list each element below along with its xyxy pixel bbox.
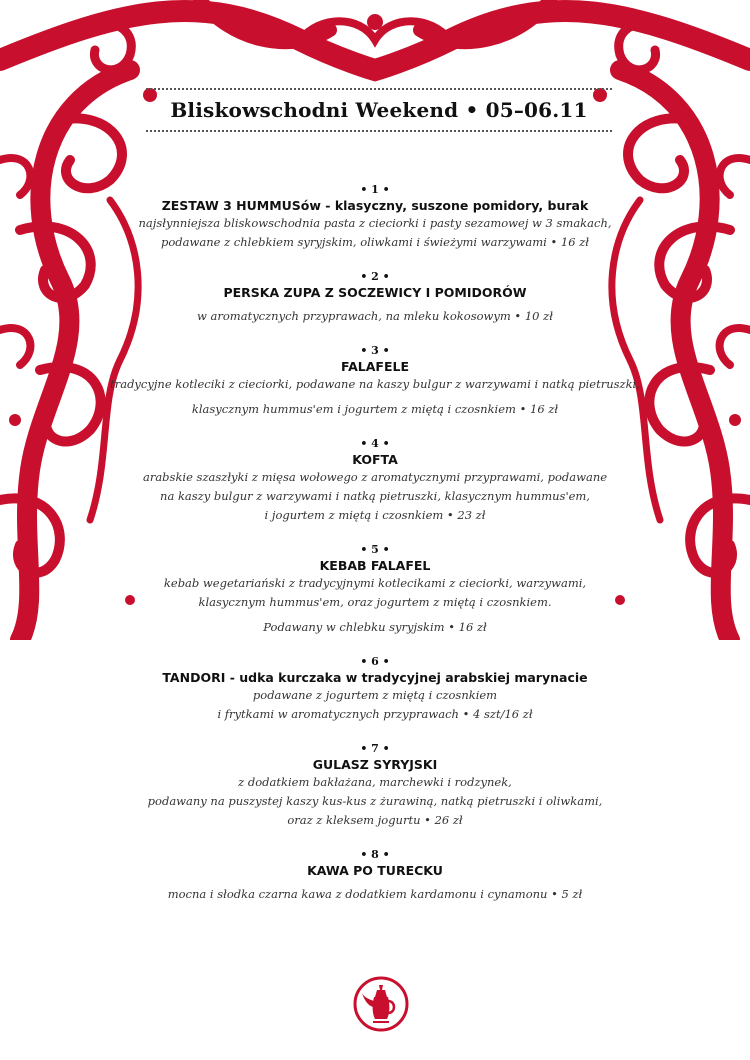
item-desc-line: mocna i słodka czarna kawa z dodatkiem kardamonu i cynamonu • 5 zł xyxy=(167,887,583,901)
item-desc-line: i jogurtem z miętą i czosnkiem • 23 zł xyxy=(264,508,486,522)
item-desc-line: podawany na puszystej kaszy kus-kus z żurawiną, natką pietruszki i oliwkami, xyxy=(147,794,603,808)
item-name: KAWA PO TURECKU xyxy=(307,863,443,878)
coffee-pot-icon xyxy=(352,975,410,1033)
menu-item xyxy=(90,848,660,904)
item-desc-line: z dodatkiem bakłażana, marchewki i rodzynek, xyxy=(238,775,512,789)
item-number: • 3 • xyxy=(360,344,390,357)
page-title: Bliskowschodni Weekend • 05–06.11 xyxy=(170,98,588,122)
item-name: GULASZ SYRYJSKI xyxy=(312,757,438,772)
menu-header xyxy=(146,88,612,132)
menu-list xyxy=(90,183,660,922)
item-desc-line: w aromatycznych przyprawach, na mleku kokosowym • 10 zł xyxy=(197,309,553,323)
menu-item xyxy=(90,270,660,326)
menu-item xyxy=(90,543,660,637)
item-desc-line: klasycznym hummus'em i jogurtem z miętą i czosnkiem • 16 zł xyxy=(191,402,559,416)
menu-item xyxy=(90,437,660,525)
item-name: TANDORI - udka kurczaka w tradycyjnej arabskiej marynacie xyxy=(162,670,588,685)
item-desc-line: oraz z kleksem jogurtu • 26 zł xyxy=(287,813,463,827)
item-name: ZESTAW 3 HUMMUSów - klasyczny, suszone pomidory, burak xyxy=(161,198,589,213)
item-desc-line: najsłynniejsza bliskowschodnia pasta z cieciorki i pasty sezamowej w 3 smakach, xyxy=(138,216,612,230)
item-name: KOFTA xyxy=(352,452,398,467)
item-desc-line: kebab wegetariański z tradycyjnymi kotlecikami z cieciorki, warzywami, xyxy=(163,576,587,590)
item-desc-line: Podawany w chlebku syryjskim • 16 zł xyxy=(263,620,487,634)
item-number: • 7 • xyxy=(360,742,390,755)
item-number: • 1 • xyxy=(360,183,390,196)
item-desc-line: podawane z chlebkiem syryjskim, oliwkami i świeżymi warzywami • 16 zł xyxy=(161,235,589,249)
item-number: • 6 • xyxy=(360,655,390,668)
item-number: • 4 • xyxy=(360,437,390,450)
item-desc-line: klasycznym hummus'em, oraz jogurtem z miętą i czosnkiem. xyxy=(198,595,552,609)
item-name: FALAFELE xyxy=(341,359,409,374)
item-name: PERSKA ZUPA Z SOCZEWICY I POMIDORÓW xyxy=(223,285,527,300)
item-number: • 5 • xyxy=(360,543,390,556)
menu-item xyxy=(90,742,660,830)
menu-item xyxy=(90,655,660,724)
item-desc-line: podawane z jogurtem z miętą i czosnkiem xyxy=(252,688,498,702)
menu-item xyxy=(90,344,660,419)
menu-item xyxy=(90,183,660,252)
item-number: • 2 • xyxy=(360,270,390,283)
item-desc-line: tradycyjne kotleciki z cieciorki, podawane na kaszy bulgur z warzywami i natką pietruszki, xyxy=(110,377,640,391)
item-name: KEBAB FALAFEL xyxy=(319,558,431,573)
item-desc-line: arabskie szaszłyki z mięsa wołowego z aromatycznymi przyprawami, podawane xyxy=(142,470,608,484)
item-number: • 8 • xyxy=(360,848,390,861)
item-desc-line: na kaszy bulgur z warzywami i natką pietruszki, klasycznym hummus'em, xyxy=(160,489,590,503)
item-desc-line: i frytkami w aromatycznych przyprawach • 4 szt/16 zł xyxy=(217,707,533,721)
divider-bottom xyxy=(146,130,612,132)
